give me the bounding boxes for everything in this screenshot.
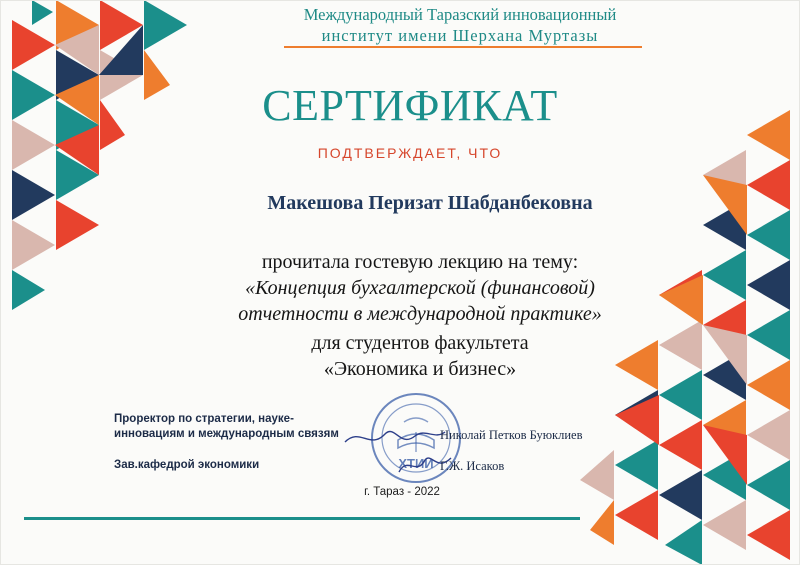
institute-name-line1: Международный Таразский инновационный (303, 5, 617, 24)
certificate-title: СЕРТИФИКАТ (262, 81, 558, 130)
seal-text: ХТИИ (398, 456, 434, 471)
body-line-4: для студентов факультета (311, 332, 529, 354)
signer-name-2: Г.Ж. Исаков (440, 459, 505, 473)
signer-name-1: Николай Петков Буюклиев (440, 428, 583, 442)
body-line-1: прочитала гостевую лекцию на тему: (261, 251, 579, 273)
header-divider (284, 46, 642, 48)
bottom-divider (24, 517, 580, 520)
confirms-text: ПОДТВЕРЖДАЕТ, ЧТО (317, 145, 503, 161)
body-line-3: отчетности в международной практике» (238, 303, 602, 325)
body-line-5: «Экономика и бизнес» (323, 358, 517, 380)
place-year: г. Тараз - 2022 (364, 486, 440, 498)
signer-role-2: Зав.кафедрой экономики (114, 459, 260, 471)
body-line-2: «Концепция бухгалтерской (финансовой) (245, 277, 595, 299)
recipient-name: Макешова Перизат Шабданбековна (267, 192, 593, 214)
signer-role-1: Проректор по стратегии, науке-инновациям и международным связям (114, 413, 339, 440)
institute-name-line2: институт имени Шерхана Муртазы (321, 26, 599, 45)
